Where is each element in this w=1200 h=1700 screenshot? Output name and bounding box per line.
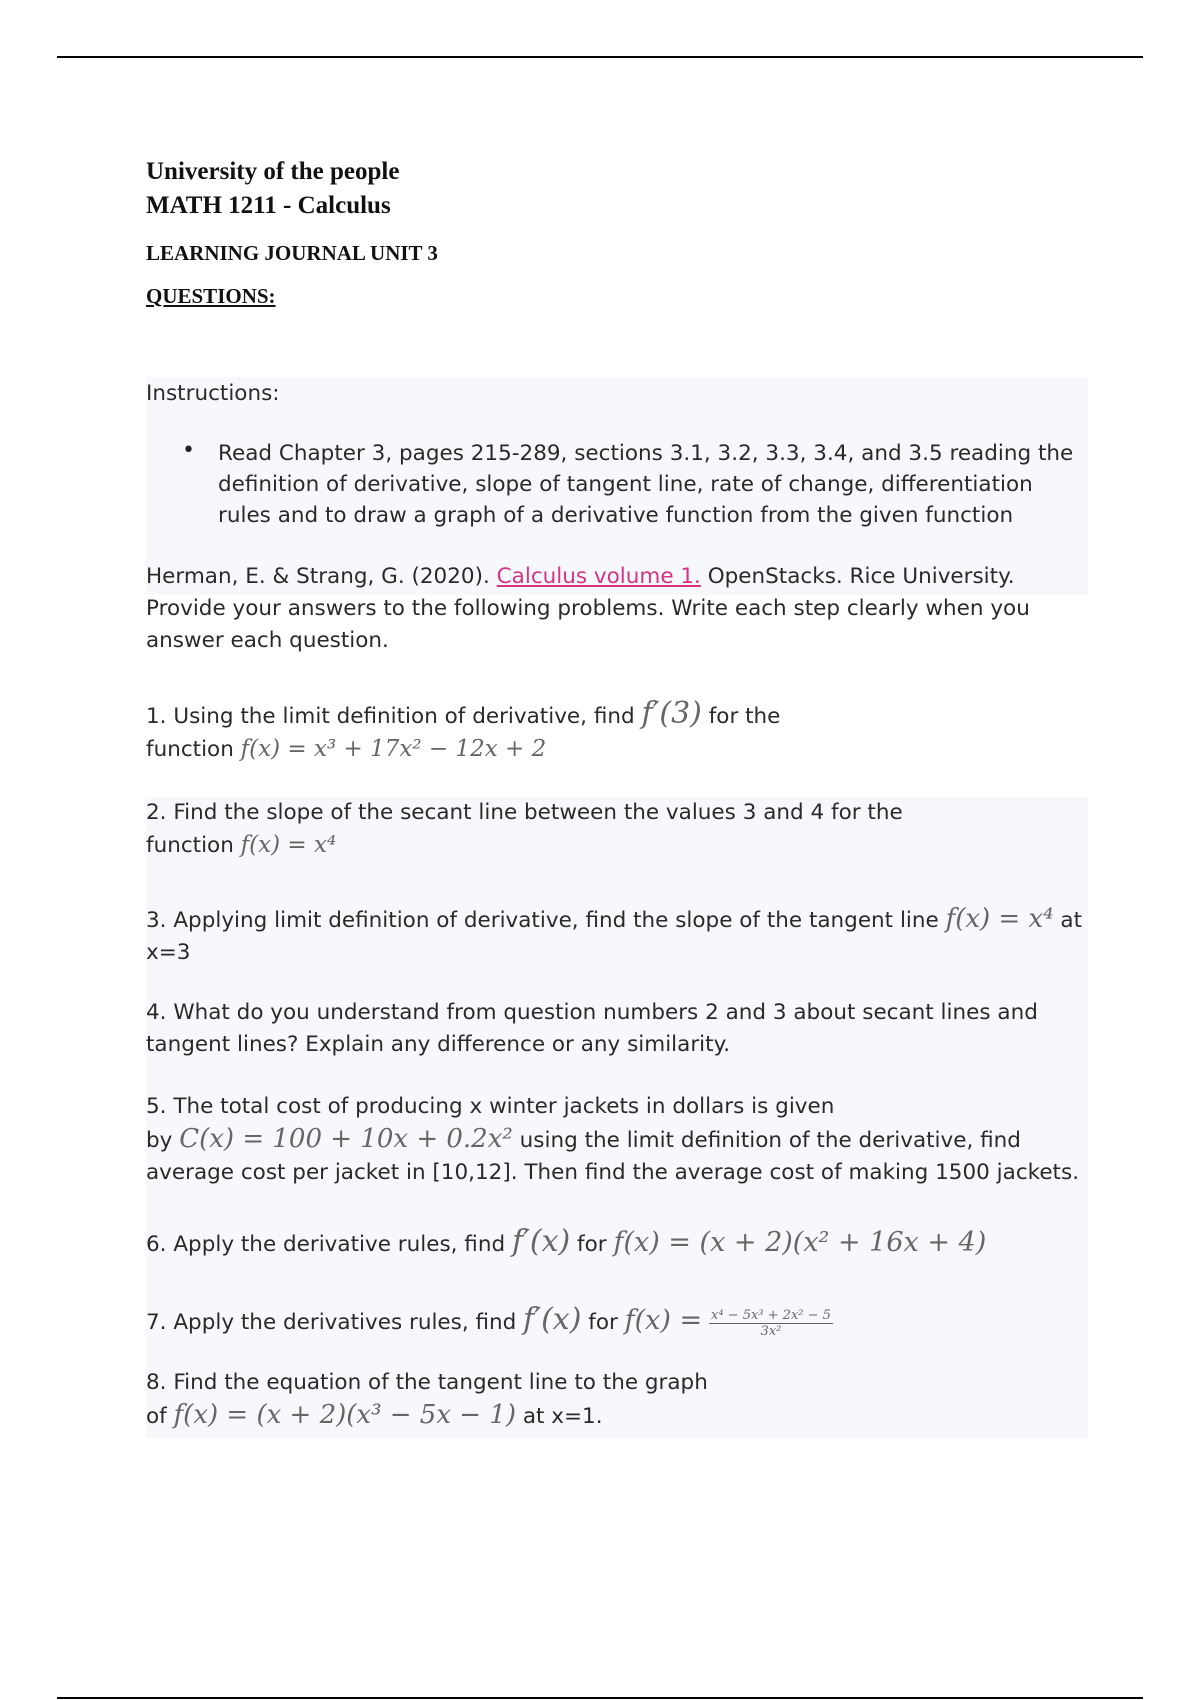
question-text: 2. Find the slope of the secant line between the values 3 and 4 for the: [146, 800, 903, 825]
reference-paragraph: [146, 561, 1086, 657]
question-8: [146, 1367, 1086, 1433]
instruction-bullet: Read Chapter 3, pages 215-289, sections 3.1, 3.2, 3.3, 3.4, and 3.5 reading the definition of derivative, slope of tangent line, rate of change, differentiation rules and to draw a graph of a derivative function from the given function: [218, 441, 1074, 528]
question-text: x=3: [146, 940, 191, 965]
fraction-numerator: x⁴ − 5x³ + 2x² − 5: [711, 1307, 831, 1323]
math-expression: f′(x): [523, 1302, 582, 1337]
bullet-icon: •: [182, 438, 195, 463]
question-3: [146, 903, 1086, 969]
question-text: of: [146, 1404, 174, 1429]
math-expression: f(x) = x⁴: [240, 832, 337, 858]
question-text: at x=1.: [516, 1404, 603, 1429]
question-text: 8. Find the equation of the tangent line to the graph: [146, 1370, 708, 1395]
question-text: at: [1053, 908, 1083, 933]
question-text: for: [581, 1310, 625, 1335]
reference-authors: Herman, E. & Strang, G. (2020).: [146, 564, 497, 589]
question-text: for: [570, 1232, 614, 1257]
journal-title: LEARNING JOURNAL UNIT 3: [146, 241, 438, 265]
math-expression: f′(3): [641, 696, 702, 731]
reference-publisher: OpenStacks. Rice University.: [700, 564, 1015, 589]
question-text: by: [146, 1128, 180, 1153]
question-text: 3. Applying limit definition of derivative, find the slope of the tangent line: [146, 908, 946, 933]
fraction: [709, 1308, 833, 1339]
calculus-volume-link[interactable]: Calculus volume 1.: [496, 564, 701, 589]
question-7: [146, 1304, 1086, 1339]
course-title: MATH 1211 - Calculus: [146, 192, 391, 219]
question-text: 5. The total cost of producing x winter jackets in dollars is given: [146, 1094, 835, 1119]
document-header: [146, 155, 438, 309]
question-text: using the limit definition of the derivative, find: [512, 1128, 1021, 1153]
question-text: 6. Apply the derivative rules, find: [146, 1232, 512, 1257]
question-6: [146, 1226, 1086, 1261]
math-expression: f(x) = x³ + 17x² − 12x + 2: [240, 736, 547, 762]
math-expression: f(x) =: [624, 1305, 703, 1336]
math-expression: f(x) = (x + 2)(x³ − 5x − 1): [173, 1400, 517, 1430]
questions-heading: QUESTIONS:: [146, 284, 276, 308]
question-text: for the: [701, 704, 781, 729]
reference-followup: Provide your answers to the following problems. Write each step clearly when you answer each question.: [146, 596, 1030, 653]
question-text: function: [146, 833, 241, 858]
question-5: [146, 1091, 1086, 1189]
math-expression: C(x) = 100 + 10x + 0.2x²: [179, 1124, 513, 1154]
university-name: University of the people: [146, 158, 400, 185]
math-expression: f′(x): [511, 1224, 571, 1259]
instructions-title: Instructions:: [146, 381, 280, 406]
question-text: function: [146, 737, 241, 762]
bottom-rule: [57, 1697, 1143, 1699]
fraction-denominator: 3x²: [760, 1323, 782, 1339]
question-text: 7. Apply the derivatives rules, find: [146, 1310, 524, 1335]
question-1: [146, 698, 1086, 766]
question-text: 1. Using the limit definition of derivative, find: [146, 704, 642, 729]
math-expression: f(x) = x⁴: [945, 904, 1054, 934]
question-2: [146, 797, 1086, 862]
top-rule: [57, 56, 1143, 58]
question-text: average cost per jacket in [10,12]. Then find the average cost of making 1500 jackets.: [146, 1160, 1080, 1185]
math-expression: f(x) = (x + 2)(x² + 16x + 4): [613, 1227, 987, 1258]
question-4: 4. What do you understand from question numbers 2 and 3 about secant lines and tangent lines? Explain any difference or any similarity.: [146, 1000, 1038, 1057]
